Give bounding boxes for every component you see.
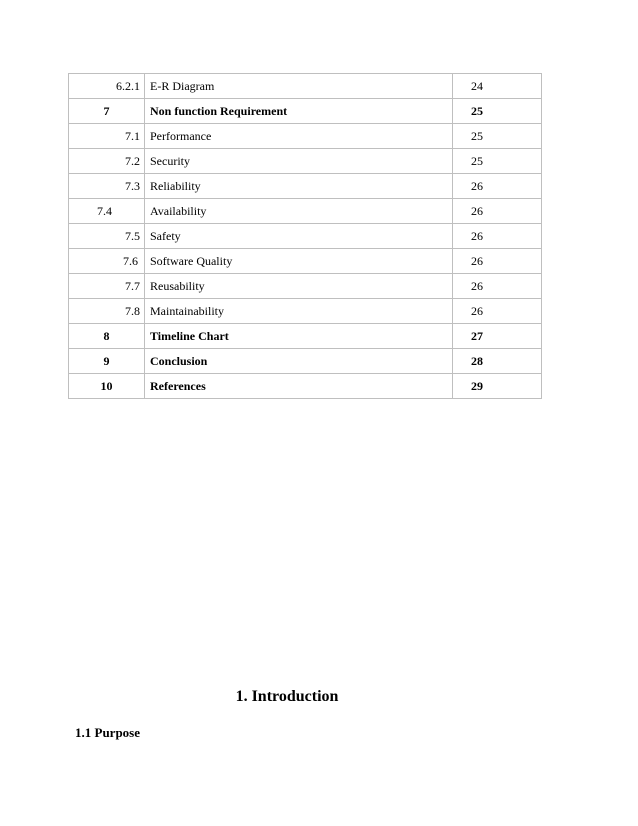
- toc-page: 26: [453, 274, 542, 299]
- toc-page: 28: [453, 349, 542, 374]
- toc-number: 7: [69, 99, 145, 124]
- toc-page: 24: [453, 74, 542, 99]
- table-row: [69, 374, 542, 399]
- table-row: [69, 199, 542, 224]
- toc-number: 9: [69, 349, 145, 374]
- table-row: [69, 174, 542, 199]
- toc-number: 6.2.1: [69, 74, 145, 99]
- toc-title: References: [145, 374, 453, 399]
- toc-page: 25: [453, 124, 542, 149]
- toc-page: 26: [453, 199, 542, 224]
- table-row: [69, 324, 542, 349]
- section-heading-introduction: 1. Introduction: [235, 688, 339, 705]
- table-row: [69, 349, 542, 374]
- table-row: [69, 299, 542, 324]
- table-of-contents: [68, 73, 542, 399]
- toc-title: Security: [145, 149, 453, 174]
- toc-title: Maintainability: [145, 299, 453, 324]
- toc-title: Performance: [145, 124, 453, 149]
- toc-title: Safety: [145, 224, 453, 249]
- toc-page: 25: [453, 99, 542, 124]
- table-row: [69, 124, 542, 149]
- toc-page: 27: [453, 324, 542, 349]
- toc-page: 25: [453, 149, 542, 174]
- toc-page: 26: [453, 249, 542, 274]
- toc-page: 26: [453, 299, 542, 324]
- toc-number: 7.8: [69, 299, 145, 324]
- toc-title: Reliability: [145, 174, 453, 199]
- table-row: [69, 224, 542, 249]
- toc-title: Software Quality: [145, 249, 453, 274]
- toc-number: 8: [69, 324, 145, 349]
- toc-number: 7.7: [69, 274, 145, 299]
- toc-number: 7.3: [69, 174, 145, 199]
- toc-title: E-R Diagram: [145, 74, 453, 99]
- toc-title: Availability: [145, 199, 453, 224]
- toc-page: 29: [453, 374, 542, 399]
- toc-number: 7.5: [69, 224, 145, 249]
- table-row: [69, 99, 542, 124]
- table-row: [69, 249, 542, 274]
- toc-title: Non function Requirement: [145, 99, 453, 124]
- toc-number: 7.1: [69, 124, 145, 149]
- toc-title: Conclusion: [145, 349, 453, 374]
- toc-title: Timeline Chart: [145, 324, 453, 349]
- toc-number: 7.4: [69, 199, 145, 224]
- toc-number: 7.2: [69, 149, 145, 174]
- toc-page: 26: [453, 224, 542, 249]
- toc-number: 10: [69, 374, 145, 399]
- table-row: [69, 74, 542, 99]
- toc-title: Reusability: [145, 274, 453, 299]
- toc-page: 26: [453, 174, 542, 199]
- toc-number: 7.6: [69, 249, 145, 274]
- table-row: [69, 274, 542, 299]
- subsection-heading-purpose: 1.1 Purpose: [75, 725, 140, 740]
- table-row: [69, 149, 542, 174]
